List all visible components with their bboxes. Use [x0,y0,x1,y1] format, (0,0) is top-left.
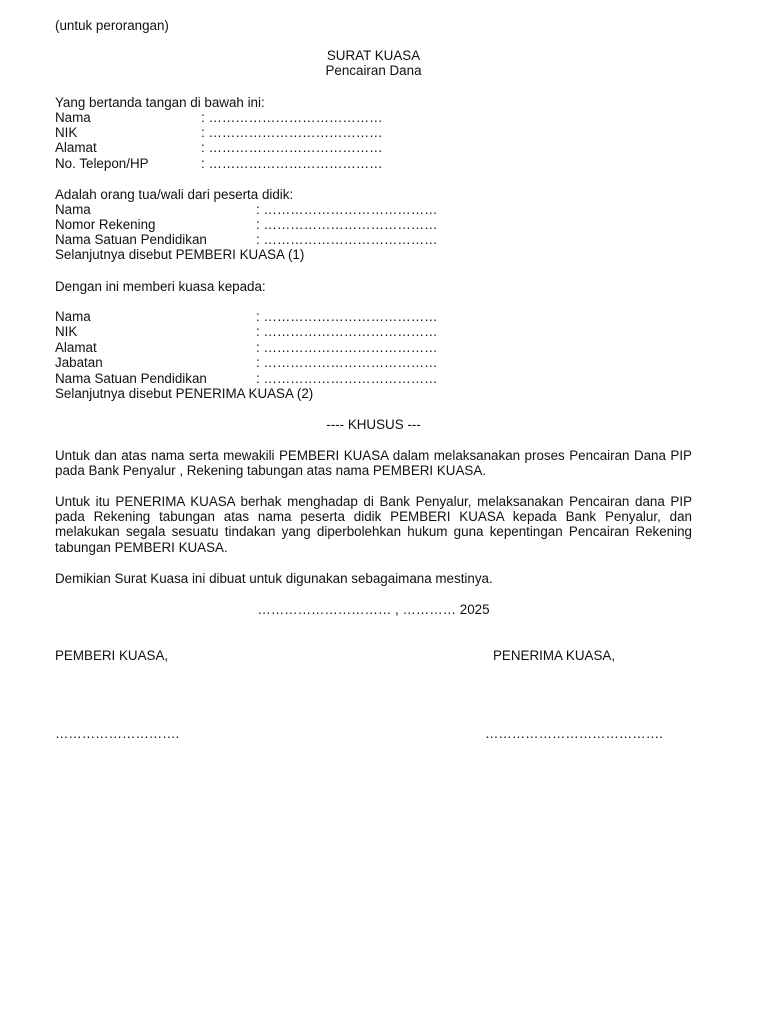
field-value: : ………………………………… [256,232,438,247]
signature-right-label: PENERIMA KUASA, [493,648,616,663]
place-date: ………………………… , ………… 2025 [257,602,490,617]
closing-statement: Demikian Surat Kuasa ini dibuat untuk digunakan sebagaimana mestinya. [55,571,493,586]
field-value: : ………………………………… [201,110,383,125]
field-value: : ………………………………… [256,371,438,386]
section2-note: Selanjutnya disebut PEMBERI KUASA (1) [55,247,305,262]
signature-right-line: …………………………………. [485,726,663,741]
paragraph-2: Untuk itu PENERIMA KUASA berhak menghadap di Bank Penyalur, melaksanakan Pencairan dana PIP pada Rekening tabungan atas nama peserta didik PEMBERI KUASA kepada Bank Penyalur, dan melakukan segala sesuatu tindakan yang diperbolehkan hukum guna kepentingan Pencairan Rekening tabungan PEMBERI KUASA. [55,494,692,555]
document-page [55,0,692,1024]
field-label: Nama [55,110,91,125]
field-value: : ………………………………… [201,125,383,140]
field-value: : ………………………………… [256,202,438,217]
section2-intro: Adalah orang tua/wali dari peserta didik: [55,187,294,202]
field-value: : ………………………………… [256,355,438,370]
field-value: : ………………………………… [201,140,383,155]
section3-intro: Dengan ini memberi kuasa kepada: [55,279,266,294]
field-label: NIK [55,324,78,339]
paragraph-1: Untuk dan atas nama serta mewakili PEMBERI KUASA dalam melaksanakan proses Pencairan Dana PIP pada Bank Penyalur , Rekening tabungan atas nama PEMBERI KUASA. [55,448,692,479]
header-note: (untuk perorangan) [55,18,169,33]
field-value: : ………………………………… [256,309,438,324]
section3-note: Selanjutnya disebut PENERIMA KUASA (2) [55,386,314,401]
document-title: SURAT KUASA [326,48,421,63]
field-label: Nama [55,309,91,324]
document-subtitle: Pencairan Dana [325,63,422,78]
field-label: Nama Satuan Pendidikan [55,371,207,386]
field-label: No. Telepon/HP [55,156,149,171]
field-value: : ………………………………… [256,324,438,339]
khusus-heading: ---- KHUSUS --- [326,417,421,432]
signature-left-line: ………………………. [55,726,180,741]
signature-left-label: PEMBERI KUASA, [55,648,169,663]
field-value: : ………………………………… [201,156,383,171]
field-label: NIK [55,125,78,140]
field-value: : ………………………………… [256,340,438,355]
field-label: Nama Satuan Pendidikan [55,232,207,247]
field-value: : ………………………………… [256,217,438,232]
field-label: Alamat [55,140,97,155]
section1-intro: Yang bertanda tangan di bawah ini: [55,95,265,110]
field-label: Nama [55,202,91,217]
field-label: Alamat [55,340,97,355]
field-label: Nomor Rekening [55,217,156,232]
field-label: Jabatan [55,355,103,370]
